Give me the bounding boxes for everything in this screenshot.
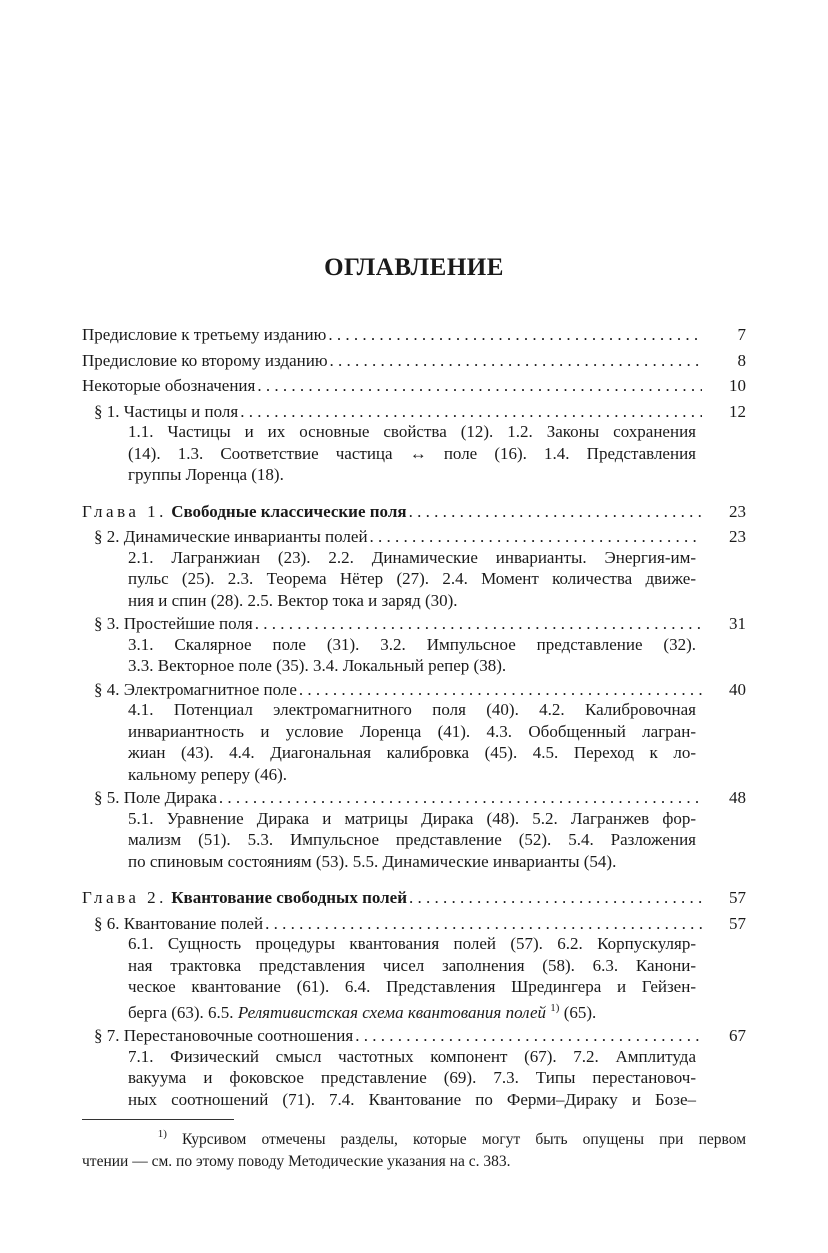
toc-chapter-2[interactable] xyxy=(82,885,746,911)
toc-entry-preface-3[interactable] xyxy=(82,322,746,348)
toc-page-number: 8 xyxy=(737,350,746,370)
subsection-line: инвариантность и условие Лоренца (41). 4.3. Обобщенный лагран- xyxy=(128,721,696,741)
dot-leader xyxy=(328,322,702,348)
subsection-line: мализм (51). 5.3. Импульсное представление (52). 5.4. Разложения xyxy=(128,830,696,849)
footnote-line xyxy=(82,1129,746,1151)
toc-entry-label: Некоторые обозначения xyxy=(82,376,256,395)
toc-section-2-subsections xyxy=(82,547,746,612)
toc-page-number: 57 xyxy=(729,888,746,907)
toc-section-3[interactable] xyxy=(82,611,746,637)
dot-leader xyxy=(370,524,702,550)
chapter-prefix: Глава 1. xyxy=(82,501,167,521)
toc-section-2[interactable] xyxy=(82,524,746,550)
toc-entry-label: Предисловие к третьему изданию xyxy=(82,325,327,344)
subsection-line: 2.1. Лагранжиан (23). 2.2. Динамические инварианты. Энергия-им- xyxy=(128,547,696,567)
toc-section-5[interactable] xyxy=(82,785,746,811)
subsection-line: 6.1. Сущность процедуры квантования полей (57). 6.2. Корпускуляр- xyxy=(128,934,696,953)
dot-leader xyxy=(355,1023,702,1049)
dot-leader xyxy=(219,785,702,811)
subsection-line: 7.1. Физический смысл частотных компонент (67). 7.2. Амплитуда xyxy=(128,1046,696,1066)
subsection-line: группы Лоренца (18). xyxy=(128,465,284,484)
toc-section-label: § 2. Динамические инварианты полей xyxy=(94,527,368,546)
toc-section-label: § 7. Перестановочные соотношения xyxy=(94,1026,354,1045)
toc-page-number: 67 xyxy=(729,1026,746,1045)
toc-page-number: 23 xyxy=(729,501,746,521)
toc-section-label: § 3. Простейшие поля xyxy=(94,614,253,633)
toc-entry-label: Предисловие ко второму изданию xyxy=(82,350,328,370)
toc-page-number: 48 xyxy=(729,788,746,807)
toc-chapter-label xyxy=(82,499,407,525)
subsection-line: (14). 1.3. Соответствие частица ↔ поле (16). 1.4. Представления xyxy=(128,443,696,463)
dot-leader xyxy=(255,611,702,637)
dot-leader xyxy=(409,499,702,525)
subsection-line: жиан (43). 4.4. Диагональная калибровка (45). 4.5. Переход к ло- xyxy=(128,743,696,762)
subsection-line: ческое квантование (61). 6.4. Представления Шредингера и Гейзен- xyxy=(128,977,696,996)
footnote-divider xyxy=(82,1119,234,1120)
toc-section-7[interactable] xyxy=(82,1023,746,1049)
toc-section-5-subsections xyxy=(82,808,746,873)
toc-section-3-subsections xyxy=(82,634,746,677)
toc-section-label: § 6. Квантование полей xyxy=(94,913,264,933)
chapter-title: Квантование свободных полей xyxy=(171,888,408,907)
toc-section-7-subsections xyxy=(82,1046,746,1111)
toc-page-number: 10 xyxy=(729,376,746,395)
table-of-contents xyxy=(82,322,746,1110)
footnote-line: чтении — см. по этому поводу Методические указания на с. 383. xyxy=(82,1153,511,1170)
toc-page-number: 40 xyxy=(729,679,746,699)
footnote-ref[interactable]: 1) xyxy=(550,1001,560,1014)
subsection-line: 3.1. Скалярное поле (31). 3.2. Импульсное представление (32). xyxy=(128,634,696,654)
subsection-text: (65). xyxy=(559,1002,597,1022)
toc-section-4-subsections xyxy=(82,699,746,785)
toc-page-number: 12 xyxy=(729,401,746,421)
subsection-line: 3.3. Векторное поле (35). 3.4. Локальный репер (38). xyxy=(128,656,507,675)
toc-page-number: 7 xyxy=(737,325,746,344)
toc-chapter-1[interactable] xyxy=(82,499,746,525)
footnote-mark: 1) xyxy=(157,1128,167,1140)
subsection-line: пульс (25). 2.3. Теорема Нётер (27). 2.4. Момент количества движе- xyxy=(128,569,696,588)
toc-section-label: § 4. Электромагнитное поле xyxy=(94,679,297,699)
subsection-line: 1.1. Частицы и их основные свойства (12). 1.2. Законы сохранения xyxy=(128,422,696,441)
page-title: ОГЛАВЛЕНИЕ xyxy=(324,254,504,281)
subsection-line: ных соотношений (71). 7.4. Квантование по Ферми–Дираку и Бозе– xyxy=(128,1089,696,1109)
chapter-prefix: Глава 2. xyxy=(82,888,167,907)
toc-entry-notation[interactable] xyxy=(82,373,746,399)
optional-section-italic: Релятивистская схема квантования полей xyxy=(237,1002,547,1022)
toc-section-label: § 1. Частицы и поля xyxy=(94,401,239,421)
subsection-line: кальному реперу (46). xyxy=(128,764,288,784)
dot-leader xyxy=(409,885,702,911)
dot-leader xyxy=(330,348,702,374)
chapter-title: Свободные классические поля xyxy=(171,501,407,521)
toc-page-number: 23 xyxy=(729,527,746,546)
subsection-line: ния и спин (28). 2.5. Вектор тока и заряд (30). xyxy=(128,590,458,610)
toc-page-number: 31 xyxy=(729,614,746,633)
toc-page-number: 57 xyxy=(729,913,746,933)
subsection-line xyxy=(128,1002,696,1024)
subsection-line: 5.1. Уравнение Дирака и матрицы Дирака (48). 5.2. Лагранжев фор- xyxy=(128,808,696,828)
subsection-line: вакуума и фоковское представление (69). 7.3. Типы перестановоч- xyxy=(128,1068,696,1087)
subsection-line: 4.1. Потенциал электромагнитного поля (40). 4.2. Калибровочная xyxy=(128,700,696,719)
dot-leader xyxy=(257,373,702,399)
toc-chapter-label xyxy=(82,885,407,911)
footnote xyxy=(82,1129,746,1173)
toc-entry-preface-2[interactable] xyxy=(82,348,746,374)
subsection-line: по спиновым состояниям (53). 5.5. Динамические инварианты (54). xyxy=(128,851,617,871)
toc-section-label: § 5. Поле Дирака xyxy=(94,788,217,807)
subsection-line: ная трактовка представления чисел заполнения (58). 6.3. Канони- xyxy=(128,955,696,975)
subsection-text: берга (63). 6.5. xyxy=(128,1002,238,1022)
toc-section-6-subsections xyxy=(82,933,746,1023)
toc-section-1-subsections xyxy=(82,421,746,486)
footnote-text: Курсивом отмечены разделы, которые могут быть опущены при первом xyxy=(182,1131,747,1148)
